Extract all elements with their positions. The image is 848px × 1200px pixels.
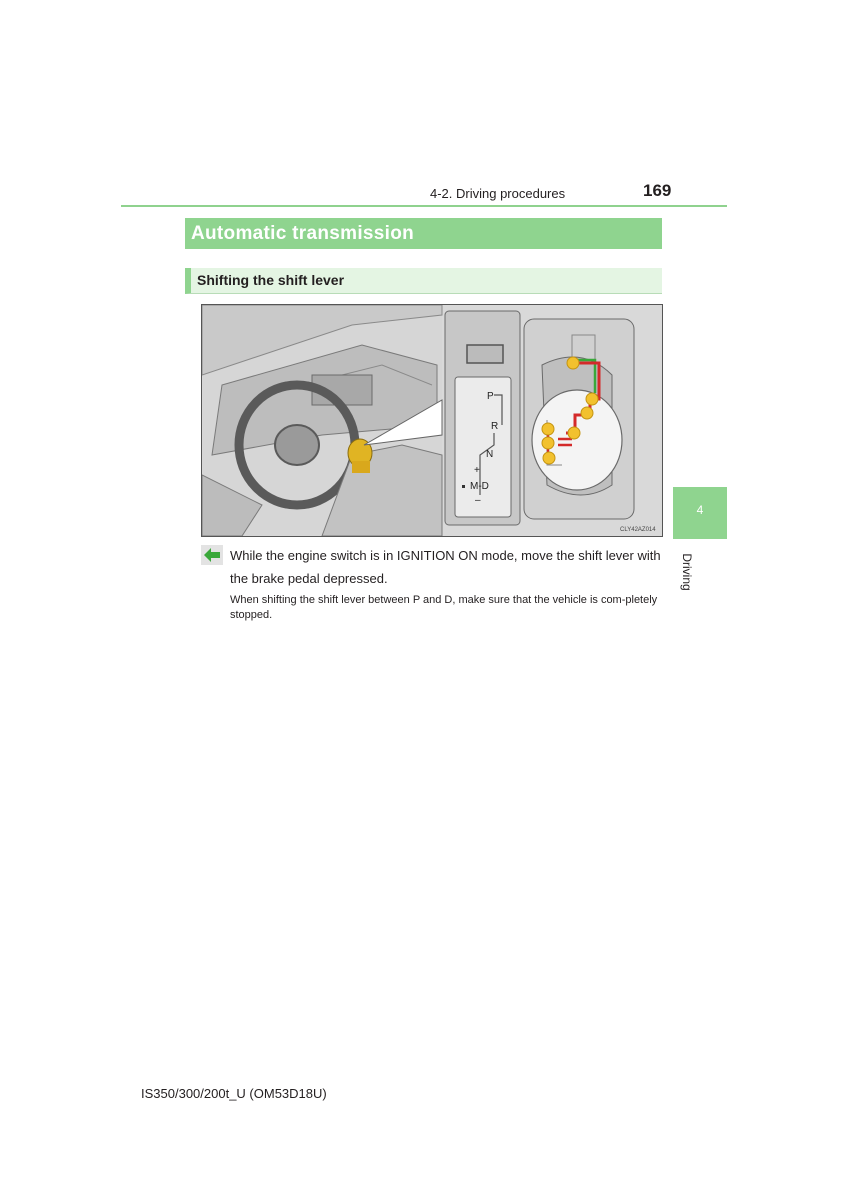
chapter-tab: 4 — [673, 487, 727, 539]
illustration-svg — [202, 305, 662, 536]
position-dot — [581, 407, 593, 419]
gate-label-r: R — [491, 421, 499, 432]
footer-model-code: IS350/300/200t_U (OM53D18U) — [141, 1086, 327, 1101]
gate-label-minus: – — [475, 495, 481, 506]
note-text: When shifting the shift lever between P and D, make sure that the vehicle is com-pletely stopped. — [230, 594, 658, 621]
position-dot — [567, 357, 579, 369]
shift-lever-illustration — [201, 304, 663, 537]
gate-label-plus: + — [474, 465, 480, 476]
sub-heading: Shifting the shift lever — [185, 268, 662, 294]
position-dot — [543, 452, 555, 464]
chapter-label: Driving — [680, 553, 694, 591]
gate-label-p: P — [487, 391, 494, 402]
position-dot — [586, 393, 598, 405]
gate-label-n: N — [486, 449, 494, 460]
shift-knob-view — [524, 319, 634, 519]
main-heading: Automatic transmission — [185, 218, 662, 249]
instruction-text: While the engine switch is in IGNITION ON mode, move the shift lever with the brake pedal depressed. — [230, 548, 661, 586]
position-dot — [542, 437, 554, 449]
step-arrow-badge — [201, 545, 223, 565]
section-label: 4-2. Driving procedures — [430, 186, 566, 201]
interior-view — [202, 305, 442, 536]
gate-panel — [445, 311, 520, 525]
image-code: CLY42AZ014 — [620, 527, 656, 533]
header-rule — [121, 205, 727, 207]
left-arrow-icon — [201, 545, 223, 565]
position-dot — [568, 427, 580, 439]
position-dot — [542, 423, 554, 435]
page-number: 169 — [643, 181, 672, 200]
gate-label-md: M-D — [470, 481, 489, 492]
